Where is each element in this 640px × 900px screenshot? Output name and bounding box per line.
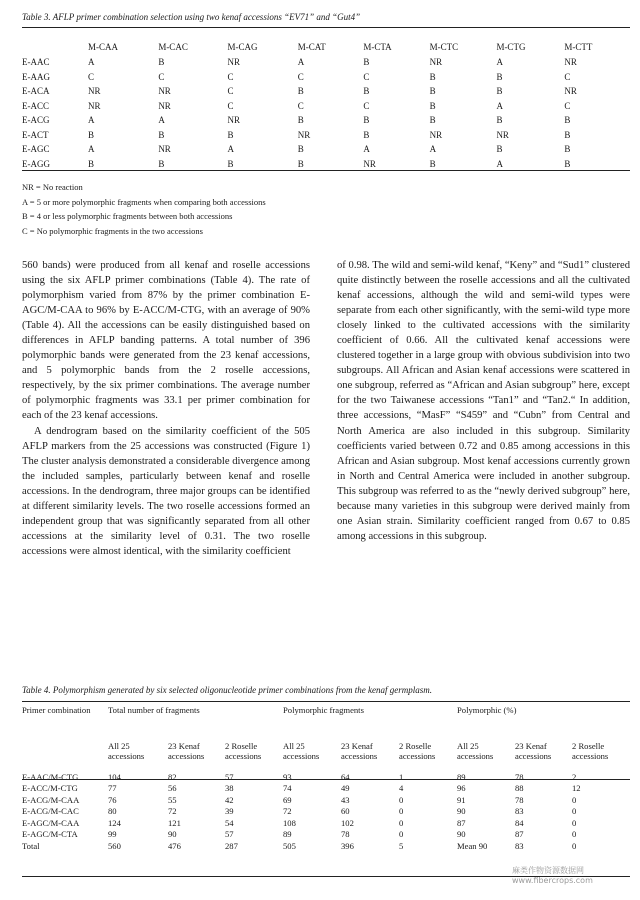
table-cell: 0 bbox=[572, 806, 577, 817]
table-cell: A bbox=[158, 115, 165, 126]
table-cell: 54 bbox=[225, 817, 234, 828]
table-cell: A bbox=[496, 100, 503, 111]
table-cell: B bbox=[158, 129, 165, 140]
table4-group-header: Polymorphic fragments bbox=[283, 705, 364, 715]
table3-notes bbox=[22, 180, 266, 239]
table-cell: C bbox=[158, 71, 165, 82]
table3-row-label: E-AGG bbox=[22, 158, 50, 169]
table-cell: 90 bbox=[457, 806, 466, 817]
table4-stub-header: Primer combination bbox=[22, 705, 91, 715]
table3-row-label: E-ACG bbox=[22, 115, 50, 126]
body-paragraph: 560 bands) were produced from all kenaf and roselle accessions using the six AFLP primer combinations (Table 4). The rate of polymorphism varied from 87% by the primer combination E-AGC/M-CAA to 96% by E-ACC/M-CTG, with an average of 90% (Table 4). All the accessions can be easily distinguished based on differences in AFLP banding patterns. A total number of 396 polymorphic bands were generated from the 23 kenaf accessions, and 5 polymorphic bands from the 2 roselle accessions, respectively, by the six primer combinations. The average number of polymorphic fragments was 33.1 per primer combination for each of the 23 kenaf accessions. bbox=[22, 260, 310, 422]
table3-stub-header bbox=[22, 39, 88, 55]
table3-note: NR = No reaction bbox=[22, 182, 83, 192]
table-cell: NR bbox=[88, 86, 101, 97]
table3-column-header: M-CTT bbox=[564, 42, 593, 52]
table-cell: 4 bbox=[399, 783, 404, 794]
watermark-line1: 麻类作物资源数据网 bbox=[512, 866, 584, 875]
table-cell: Mean 90 bbox=[457, 840, 488, 851]
table-cell: 42 bbox=[225, 794, 234, 805]
table-cell: NR bbox=[496, 129, 509, 140]
table-cell: B bbox=[297, 115, 304, 126]
table-cell: 2 bbox=[572, 771, 577, 782]
watermark bbox=[512, 866, 593, 886]
table-cell: 89 bbox=[283, 829, 292, 840]
table-cell: C bbox=[363, 100, 370, 111]
table-cell: 89 bbox=[457, 771, 466, 782]
table-cell: C bbox=[227, 71, 234, 82]
table3-caption: Table 3. AFLP primer combination selection using two kenaf accessions “EV71” and “Gut4” bbox=[22, 12, 361, 22]
table-cell: B bbox=[496, 71, 503, 82]
table-cell: 76 bbox=[108, 794, 117, 805]
table-cell: C bbox=[227, 86, 234, 97]
table-cell: NR bbox=[227, 57, 240, 68]
table-cell: 93 bbox=[283, 771, 292, 782]
table4-subheader: 23 Kenaf accessions bbox=[341, 741, 378, 761]
table-cell: 91 bbox=[457, 794, 466, 805]
table-cell: B bbox=[363, 115, 370, 126]
table-cell: B bbox=[564, 129, 571, 140]
table-cell: 60 bbox=[341, 806, 350, 817]
table3-note: C = No polymorphic fragments in the two accessions bbox=[22, 226, 203, 237]
table-cell: 12 bbox=[572, 783, 581, 794]
table-cell: A bbox=[88, 144, 95, 155]
table4-caption: Table 4. Polymorphism generated by six selected oligonucleotide primer combinations from the kenaf germplasm. bbox=[22, 685, 433, 695]
table-row bbox=[22, 829, 630, 841]
table-row bbox=[22, 55, 630, 70]
table-cell: 0 bbox=[399, 817, 404, 828]
table-cell: B bbox=[227, 129, 234, 140]
table-row bbox=[22, 157, 630, 172]
table-cell: 74 bbox=[283, 783, 292, 794]
table-cell: B bbox=[429, 71, 436, 82]
table-cell: NR bbox=[227, 115, 240, 126]
table-cell: NR bbox=[564, 86, 577, 97]
table-cell: 82 bbox=[168, 771, 177, 782]
table-cell: 83 bbox=[515, 806, 524, 817]
table-cell: A bbox=[496, 57, 503, 68]
table3-header-row bbox=[22, 39, 630, 55]
table-cell: B bbox=[363, 129, 370, 140]
table-cell: B bbox=[88, 129, 95, 140]
table-cell: 287 bbox=[225, 840, 238, 851]
table-row bbox=[22, 806, 630, 818]
table-cell: 87 bbox=[457, 817, 466, 828]
table-cell: 99 bbox=[108, 829, 117, 840]
table4-subheader: All 25 accessions bbox=[283, 741, 320, 761]
table-cell: 104 bbox=[108, 771, 121, 782]
table-cell: B bbox=[88, 158, 95, 169]
table-row bbox=[22, 84, 630, 99]
table4-subheader: 2 Roselle accessions bbox=[399, 741, 436, 761]
table3-column-header: M-CTC bbox=[429, 42, 459, 52]
table-cell: A bbox=[88, 57, 95, 68]
table-cell: 96 bbox=[457, 783, 466, 794]
table-cell: B bbox=[564, 115, 571, 126]
table-cell: B bbox=[363, 57, 370, 68]
table3-column-header: M-CAA bbox=[88, 42, 119, 52]
table-cell: 39 bbox=[225, 806, 234, 817]
table-cell: 0 bbox=[399, 806, 404, 817]
body-column-right bbox=[337, 258, 630, 544]
table-cell: A bbox=[429, 144, 437, 155]
table-cell: 5 bbox=[399, 840, 404, 851]
table-cell: C bbox=[297, 71, 304, 82]
table-cell: A bbox=[297, 57, 305, 68]
table3-note: B = 4 or less polymorphic fragments between both accessions bbox=[22, 211, 233, 222]
table4-subheader: All 25 accessions bbox=[108, 741, 145, 761]
table3-row-label: E-ACT bbox=[22, 129, 49, 140]
table-cell: 1 bbox=[399, 771, 404, 782]
table-cell: NR bbox=[158, 86, 171, 97]
table-cell: NR bbox=[363, 158, 376, 169]
table-cell: B bbox=[496, 86, 503, 97]
table-cell: NR bbox=[158, 100, 171, 111]
table-row bbox=[22, 142, 630, 157]
table-cell: 0 bbox=[572, 829, 577, 840]
table4-row-label: E-ACC/M-CTG bbox=[22, 783, 78, 794]
table-cell: NR bbox=[564, 57, 577, 68]
table4-row-label: E-AGC/M-CAA bbox=[22, 817, 80, 828]
body-paragraph: of 0.98. The wild and semi-wild kenaf, “Keny” and “Sud1” clustered quite distinctly between the roselle accessions and all the cultivated kenaf accessions, although the wild and semi-wild types were separate from each other significantly, with the semi-wild type more closely linked to the cultivated accessions with the similarity coefficient of 0.66. All the cultivated kenaf accessions were clustered together in a large group with obvious subdivision into two subgroups. All African and Asian kenaf accessions were scattered in one subgroup, referred as “African and Asian subgroup” here, except for the two Taiwanese accessions “Tan1” and “Tan2.“ In addition, three accessions, “MasF” “S459” and “Cubn” from Central and North America are also included in this subgroup. Similarity coefficients varied between 0.72 and 0.85 among accessions in this African and Asian subgroup. Most kenaf accessions currently grown in North and Central America were included in another subgroup. This subgroup was referred to as the “newly derived subgroup” here, because many varieties in this subgroup were derived mainly from one Asian strain. Similarity coefficient ranged from 0.67 to 0.85 among accessions in this subgroup. bbox=[337, 260, 630, 542]
table3-note: A = 5 or more polymorphic fragments when comparing both accessions bbox=[22, 196, 266, 207]
table-cell: B bbox=[564, 144, 571, 155]
table4-body bbox=[22, 771, 630, 852]
table4-group-header-row bbox=[22, 705, 630, 741]
table-row bbox=[22, 817, 630, 829]
table3-row-label: E-AAG bbox=[22, 71, 50, 82]
table-row bbox=[22, 794, 630, 806]
table-cell: A bbox=[363, 144, 370, 155]
table-row bbox=[22, 783, 630, 795]
table-cell: 0 bbox=[572, 794, 577, 805]
table-cell: 49 bbox=[341, 783, 350, 794]
table4-row-label: E-ACG/M-CAA bbox=[22, 794, 80, 805]
table4-header-rule bbox=[22, 779, 630, 780]
table-cell: NR bbox=[297, 129, 311, 140]
table4-subheader: 2 Roselle accessions bbox=[225, 741, 262, 761]
table4-subheader: 2 Roselle accessions bbox=[572, 741, 609, 761]
table4-subheader-row bbox=[22, 741, 630, 771]
table-row bbox=[22, 771, 630, 783]
table4-group-header: Total number of fragments bbox=[108, 705, 200, 715]
body-column-left bbox=[22, 258, 310, 559]
table4-row-label: Total bbox=[22, 840, 40, 851]
table-cell: 78 bbox=[341, 829, 350, 840]
table-cell: 90 bbox=[168, 829, 177, 840]
table3-bottom-rule bbox=[22, 170, 630, 171]
table-cell: B bbox=[297, 144, 304, 155]
table-cell: B bbox=[158, 158, 165, 169]
table3-top-rule bbox=[22, 27, 630, 28]
watermark-line2: www.fibercrops.com bbox=[512, 876, 593, 885]
table-cell: B bbox=[227, 158, 234, 169]
table-cell: 0 bbox=[399, 829, 404, 840]
table-cell: 121 bbox=[168, 817, 181, 828]
table-cell: NR bbox=[429, 129, 443, 140]
table3-column-header: M-CTA bbox=[363, 42, 392, 52]
table4-row-label: E-AAC/M-CTG bbox=[22, 771, 79, 782]
table-cell: 124 bbox=[108, 817, 121, 828]
table-cell: B bbox=[429, 158, 436, 169]
table-cell: 69 bbox=[283, 794, 292, 805]
table-cell: 57 bbox=[225, 829, 234, 840]
table3-body bbox=[22, 55, 630, 171]
table-cell: 43 bbox=[341, 794, 350, 805]
table3-row-label: E-AGC bbox=[22, 144, 50, 155]
table-cell: A bbox=[227, 144, 234, 155]
table-cell: 57 bbox=[225, 771, 234, 782]
table-cell: 102 bbox=[341, 817, 354, 828]
table-cell: 84 bbox=[515, 817, 524, 828]
table-cell: 87 bbox=[515, 829, 524, 840]
table-cell: 0 bbox=[399, 794, 404, 805]
table-cell: 505 bbox=[283, 840, 296, 851]
table-cell: NR bbox=[429, 57, 443, 68]
table-cell: 83 bbox=[515, 840, 524, 851]
table4-top-rule bbox=[22, 701, 630, 702]
table-cell: B bbox=[429, 115, 436, 126]
table-cell: C bbox=[88, 71, 95, 82]
table3-column-header: M-CAC bbox=[158, 42, 188, 52]
table-cell: 560 bbox=[108, 840, 121, 851]
table-cell: 80 bbox=[108, 806, 117, 817]
table-cell: B bbox=[297, 158, 304, 169]
table-cell: 72 bbox=[168, 806, 177, 817]
table-cell: 56 bbox=[168, 783, 177, 794]
table3-row-label: E-ACC bbox=[22, 100, 49, 111]
table4-subheader: All 25 accessions bbox=[457, 741, 494, 761]
table-cell: 0 bbox=[572, 840, 577, 851]
table3 bbox=[22, 39, 630, 171]
table-row bbox=[22, 113, 630, 128]
table4-subheader-stub bbox=[22, 741, 108, 771]
table3-row-label: E-ACA bbox=[22, 86, 50, 97]
table-cell: B bbox=[496, 144, 503, 155]
table4-row-label: E-AGC/M-CTA bbox=[22, 829, 78, 840]
table-cell: C bbox=[564, 71, 571, 82]
table-cell: B bbox=[496, 115, 503, 126]
table-cell: C bbox=[363, 71, 370, 82]
table-cell: A bbox=[88, 115, 95, 126]
table3-column-header: M-CTG bbox=[496, 42, 526, 52]
table-cell: 88 bbox=[515, 783, 524, 794]
table4-subheader: 23 Kenaf accessions bbox=[168, 741, 205, 761]
table-cell: B bbox=[363, 86, 370, 97]
table-cell: B bbox=[429, 86, 436, 97]
table-row bbox=[22, 840, 630, 852]
table-cell: 55 bbox=[168, 794, 177, 805]
table-row bbox=[22, 128, 630, 143]
table-cell: C bbox=[227, 100, 234, 111]
table-cell: NR bbox=[158, 144, 171, 155]
table-cell: 64 bbox=[341, 771, 350, 782]
table-cell: C bbox=[297, 100, 304, 111]
table4-row-label: E-ACG/M-CAC bbox=[22, 806, 79, 817]
table-cell: NR bbox=[88, 100, 101, 111]
table-cell: B bbox=[564, 158, 571, 169]
table3-column-header: M-CAG bbox=[227, 42, 258, 52]
table-cell: 78 bbox=[515, 771, 524, 782]
table-row bbox=[22, 70, 630, 85]
table4-group-header: Polymorphic (%) bbox=[457, 705, 517, 715]
table-cell: A bbox=[496, 158, 503, 169]
table-cell: 38 bbox=[225, 783, 234, 794]
table-cell: B bbox=[297, 86, 304, 97]
table3-row-label: E-AAC bbox=[22, 57, 50, 68]
table-cell: 72 bbox=[283, 806, 292, 817]
body-paragraph: A dendrogram based on the similarity coefficient of the 505 AFLP markers from the 25 accessions was constructed (Figure 1) The cluster analysis demonstrated a considerable divergence among the included samples, particularly between kenaf and roselle accessions. In the dendrogram, three major groups can be identified at different similarity levels. The two roselle accessions formed an independent group that was significantly separated from all other accessions at the similarity level of 0.31. The two roselle accessions were almost identical, with the similarity coefficient bbox=[22, 425, 310, 557]
table-cell: 90 bbox=[457, 829, 466, 840]
table3-column-header: M-CAT bbox=[297, 42, 326, 52]
table4-subheader: 23 Kenaf accessions bbox=[515, 741, 552, 761]
table-cell: 78 bbox=[515, 794, 524, 805]
table-cell: 476 bbox=[168, 840, 181, 851]
table-cell: B bbox=[158, 57, 165, 68]
table-cell: B bbox=[429, 100, 436, 111]
table-cell: C bbox=[564, 100, 571, 111]
table-cell: 108 bbox=[283, 817, 296, 828]
table-cell: 0 bbox=[572, 817, 577, 828]
table-row bbox=[22, 99, 630, 114]
table-cell: 396 bbox=[341, 840, 354, 851]
table-cell: 77 bbox=[108, 783, 117, 794]
